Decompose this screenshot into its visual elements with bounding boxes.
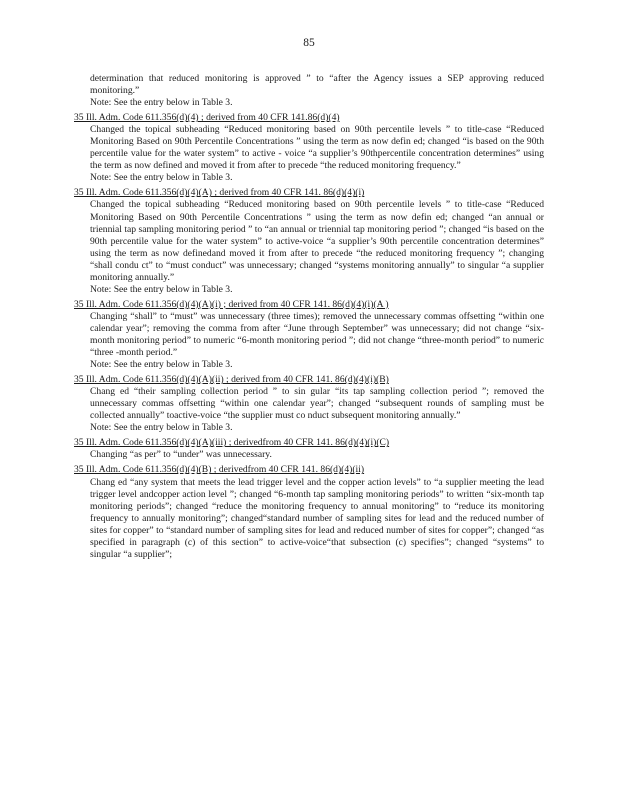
entry-611-356-d4-A-i [74,299,544,371]
entry-body: Chang ed “their sampling collection period ” to sin gular “its tap sampling collection period ”; removed the unnecessary commas offsetting “within one calendar year”; changed “subsequent rounds of sampling must be collected annually” toactive-voice “the supplier must co nduct subsequent monitoring annually.” [90,386,544,422]
entry-611-356-d4-A-ii [74,374,544,434]
entry-note: Note: See the entry below in Table 3. [90,283,233,295]
entry-body: Changed the topical subheading “Reduced monitoring based on 90th percentile levels ” to title-case “Reduced Monitoring Based on 90th Percentile Concentrations ” using the term as now defin ed; changed “is based on the 90th percentile value for the water system” to active - voice “a supplier’s 90thpercentile concentration determines” using the term as now defined and moved it from after to precede “the reduced monitoring frequency.” [90,124,544,172]
intro-block [74,73,544,109]
entry-note: Note: See the entry below in Table 3. [90,172,233,184]
page-number: 85 [303,37,315,49]
page-content [74,73,544,561]
entry-body: Changing “shall” to “must” was unnecessary (three times); removed the unnecessary commas offsetting “within one calendar year”; removing the comma from after “June through September” was unnecessary; did not change “six-month monitoring period” to numeric “6-month monitoring period ”; did not change “three-month period” to numeric “three -month period.” [90,310,544,359]
intro-text: determination that reduced monitoring is approved ” to “after the Agency issues a SEP approving reduced monitoring.” [90,73,544,97]
entry-body: Changing “as per” to “under” was unnecessary. [90,449,272,461]
entry-heading: 35 Ill. Adm. Code 611.356(d)(4) ; derived from 40 CFR 141.86(d)(4) [74,112,340,124]
entry-611-356-d4-A-iii [74,437,544,461]
entry-heading: 35 Ill. Adm. Code 611.356(d)(4)(B) ; derivedfrom 40 CFR 141. 86(d)(4)(ii) [74,464,365,476]
entry-heading: 35 Ill. Adm. Code 611.356(d)(4)(A)(i) ; derived from 40 CFR 141. 86(d)(4)(i)(A ) [74,298,389,310]
entry-611-356-d4-A [74,187,544,295]
entry-611-356-d4 [74,112,544,184]
entry-heading: 35 Ill. Adm. Code 611.356(d)(4)(A) ; derived from 40 CFR 141. 86(d)(4)(i) [74,187,365,199]
entry-note: Note: See the entry below in Table 3. [90,422,233,434]
entry-heading: 35 Ill. Adm. Code 611.356(d)(4)(A)(ii) ; derived from 40 CFR 141. 86(d)(4)(i)(B) [74,374,389,386]
entry-heading: 35 Ill. Adm. Code 611.356(d)(4)(A)(iii) ; derivedfrom 40 CFR 141. 86(d)(4)(i)(C) [74,437,390,449]
entry-note: Note: See the entry below in Table 3. [90,359,233,371]
entry-611-356-d4-B [74,464,544,560]
entry-body: Chang ed “any system that meets the lead trigger level and the copper action levels” to “a supplier meeting the lead trigger level andcopper action level ”; changed “6-month tap sampling monitoring periods” to written “six-month tap monitoring periods”; changed “reduce the monitoring frequency to annual monitoring” to “reduce its monitoring frequency to annually monitoring”; changed“standard number of sampling sites for lead and the reduced number of sites for copper” to “standard number of sampling sites for lead and reduced number of sites for copper”; changed “as specified in paragraph (c) of this section” to active-voice“that subsection (c) specifies”; changed “systems” to singular “a supplier”; [90,476,544,560]
intro-note: Note: See the entry below in Table 3. [90,97,233,109]
entry-body: Changed the topical subheading “Reduced monitoring based on 90th percentile levels ” to title-case “Reduced Monitoring Based on 90th Percentile Concentrations ” using the term as now defin ed; changed “an annual or triennial tap sampling monitoring period ” to “an annual or triennial tap monitoring period ”; changed “is based on the 90th percentile value for the water system” to active-voice “a supplier’s 90th percentile concentration determines” using the term as now definedand moved it from after to precede “the reduced monitoring frequency ”; changing “shall condu ct” to “must conduct” was unnecessary; changed “systems monitoring annually” to singular “a supplier monitoring annually.” [90,199,544,283]
